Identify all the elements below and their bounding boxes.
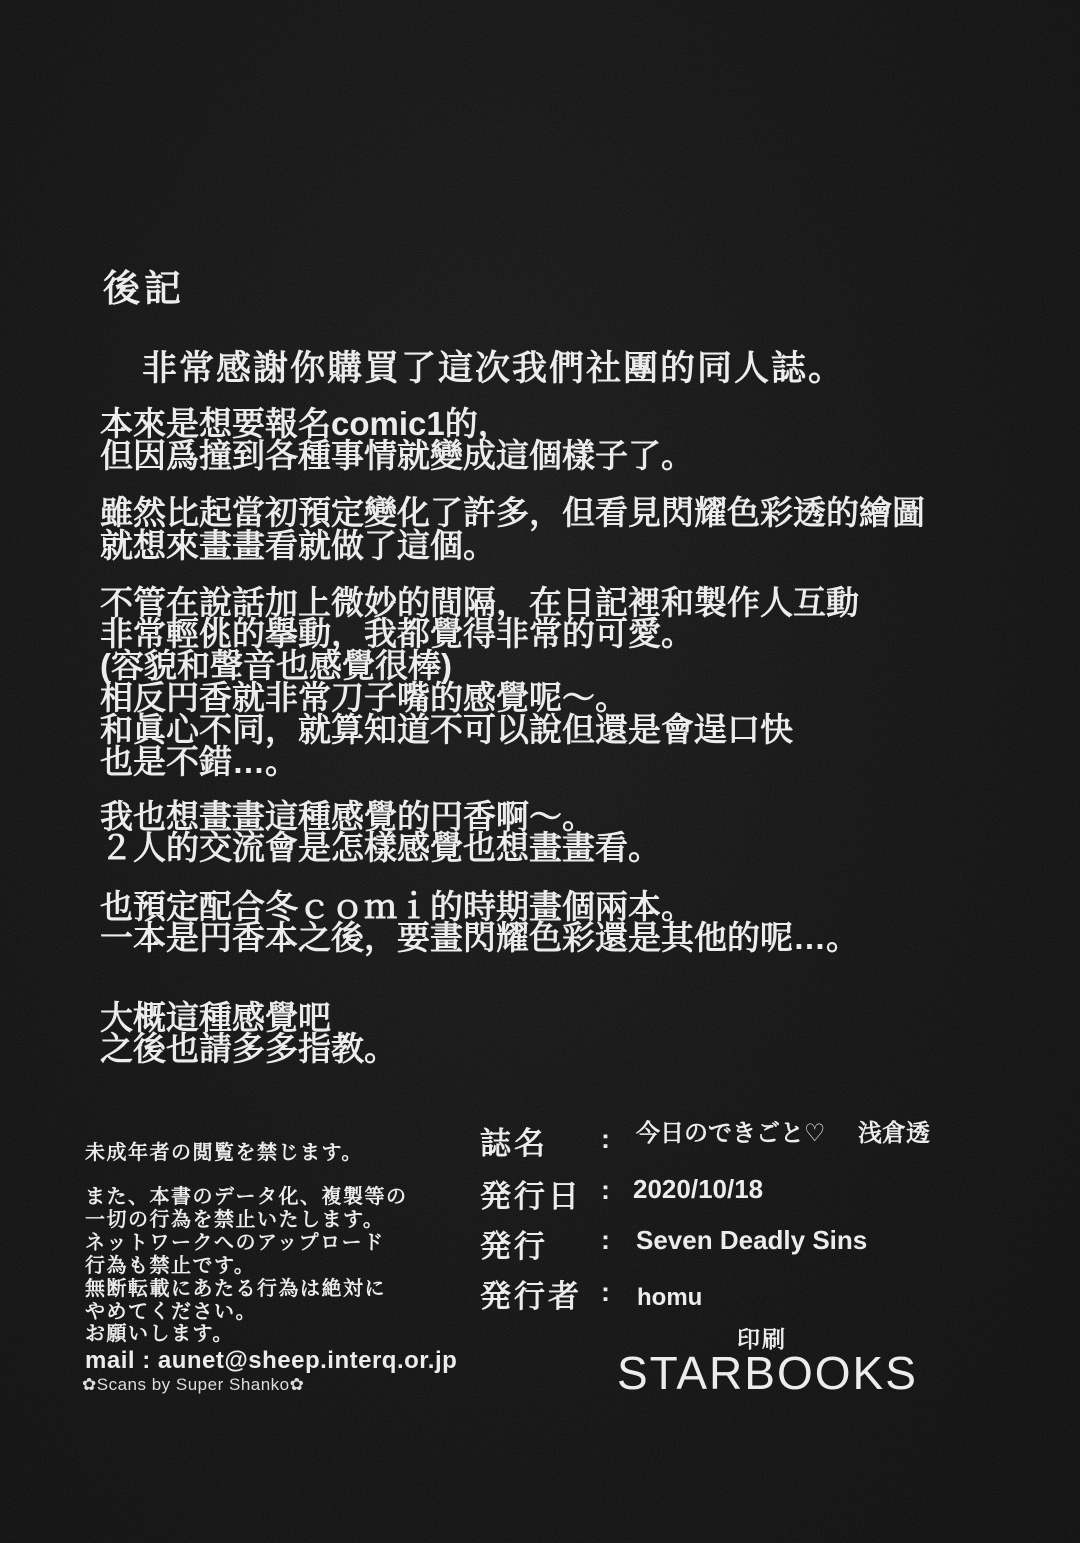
afterword-line: 也是不錯…。 <box>100 743 298 780</box>
disclaimer-line: 未成年者の閲覧を禁じます。 <box>85 1142 363 1164</box>
disclaimer-line: また、本書のデータ化、複製等の <box>85 1186 408 1208</box>
printer-label: 印刷 <box>737 1326 787 1352</box>
printer-name: STARBOOKS <box>617 1347 918 1399</box>
afterword-line: 非常感謝你購買了這次我們社團的同人誌。 <box>142 349 846 388</box>
author-name: 浅倉透 <box>858 1120 930 1147</box>
afterword-line: 也預定配合冬ｃｏｍｉ的時期畫個兩本。 <box>100 888 694 925</box>
afterword-line: 不管在說話加上微妙的間隔，在日記裡和製作人互動 <box>100 584 859 621</box>
colophon-row-label: 発行 <box>480 1229 548 1264</box>
disclaimer-line: やめてください。 <box>85 1301 257 1323</box>
afterword-line: 和眞心不同，就算知道不可以說但還是會逞口快 <box>100 711 793 748</box>
circle-name: Seven Deadly Sins <box>636 1225 868 1255</box>
afterword-line: 雖然比起當初預定變化了許多，但看見閃耀色彩透的繪圖 <box>100 494 925 531</box>
afterword-line: 我也想畫畫這種感覺的円香啊～。 <box>100 798 595 835</box>
colophon-row-label: 発行者 <box>480 1279 582 1314</box>
colophon-separator: : <box>601 1124 610 1154</box>
disclaimer-line: 無断転載にあたる行為は絶対に <box>85 1278 386 1300</box>
scan-credit: ✿Scans by Super Shanko✿ <box>82 1375 305 1394</box>
afterword-line: 之後也請多多指教。 <box>100 1030 397 1067</box>
disclaimer-line: 行為も禁止です。 <box>85 1255 256 1277</box>
colophon-row-label: 誌名 <box>480 1126 548 1161</box>
disclaimer-line: 一切の行為を禁止いたします。 <box>85 1209 385 1231</box>
afterword-line: 但因爲撞到各種事情就變成這個樣子了。 <box>100 437 694 474</box>
afterword-heading: 後記 <box>103 268 185 309</box>
colophon-separator: : <box>601 1175 610 1205</box>
afterword-line: 大概這種感覺吧 <box>100 999 331 1036</box>
disclaimer-line: お願いします。 <box>85 1323 234 1345</box>
afterword-line: 本來是想要報名comic1的， <box>100 405 511 442</box>
publisher-name: homu <box>637 1284 703 1311</box>
colophon-separator: : <box>601 1225 610 1255</box>
disclaimer-line: ネットワークへのアップロード <box>85 1232 385 1254</box>
afterword-line: 相反円香就非常刀子嘴的感覺呢～。 <box>100 679 628 716</box>
afterword-line: 一本是円香本之後，要畫閃耀色彩還是其他的呢…。 <box>100 919 859 956</box>
mail-address: mail : aunet@sheep.interq.or.jp <box>85 1347 458 1374</box>
afterword-line: (容貌和聲音也感覺很棒) <box>100 647 452 684</box>
book-title: 今日のできごと♡ <box>636 1120 826 1147</box>
colophon-row-label: 発行日 <box>480 1179 582 1214</box>
publish-date: 2020/10/18 <box>633 1174 764 1204</box>
afterword-line: ２人的交流會是怎樣感覺也想畫畫看。 <box>100 829 661 866</box>
afterword-line: 就想來畫畫看就做了這個。 <box>100 527 496 564</box>
afterword-line: 非常輕佻的擧動，我都覺得非常的可愛。 <box>100 615 694 652</box>
colophon-separator: : <box>601 1277 610 1307</box>
